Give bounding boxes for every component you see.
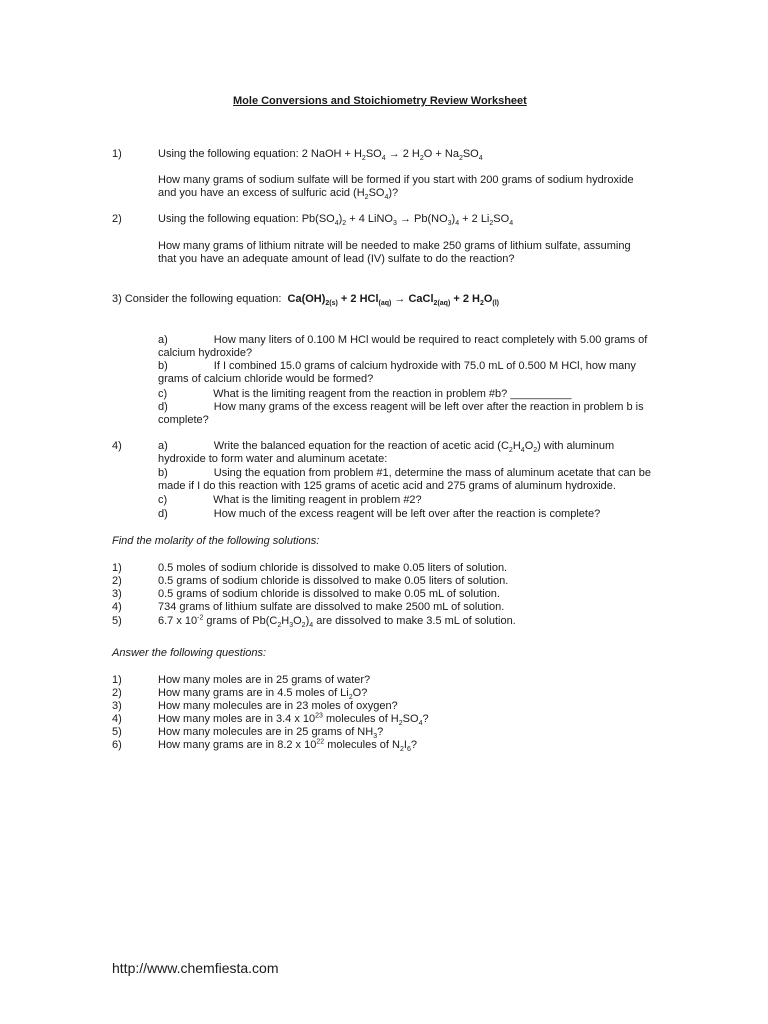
- molarity-item-4: 734 grams of lithium sulfate are dissolved to make 2500 mL of solution.: [158, 601, 505, 613]
- q1-question-line1: How many grams of sodium sulfate will be formed if you start with 200 grams of sodium hydroxide: [158, 174, 634, 186]
- q4-number: 4): [112, 440, 122, 452]
- q3a-line2: calcium hydroxide?: [158, 347, 253, 359]
- question-num-3: 3): [112, 700, 122, 712]
- q1-number: 1): [112, 148, 122, 160]
- q4d-line: d) How much of the excess reagent will be left over after the reaction is complete?: [158, 508, 601, 520]
- molarity-item-2: 0.5 grams of sodium chloride is dissolved to make 0.05 liters of solution.: [158, 575, 509, 587]
- q2-question-line2: that you have an adequate amount of lead (IV) sulfate to do the reaction?: [158, 253, 515, 265]
- question-item-3: How many molecules are in 23 moles of oxygen?: [158, 700, 398, 712]
- molarity-heading: Find the molarity of the following solutions:: [112, 535, 320, 547]
- molarity-num-4: 4): [112, 601, 122, 613]
- molarity-num-1: 1): [112, 562, 122, 574]
- q3b-line1: b) If I combined 15.0 grams of calcium hydroxide with 75.0 mL of 0.500 M HCl, how many: [158, 360, 636, 372]
- q4b-line2: made if I do this reaction with 125 grams of acetic acid and 275 grams of aluminum hydroxide.: [158, 480, 616, 492]
- q1-question-line2: and you have an excess of sulfuric acid $(H_2SO_4)$?: [158, 187, 399, 202]
- footer-url-link[interactable]: http://www.chemfiesta.com: [112, 960, 279, 976]
- question-item-4: How many moles are in 3.4 x $10^{23}$ molecules of $H_2SO_4$?: [158, 712, 429, 728]
- q4c-line: c) What is the limiting reagent in problem #2?: [158, 494, 422, 506]
- molarity-item-5: 6.7 x $10^{-2}$ grams of $Pb(C_2H_3O_2)_4$ are dissolved to make 3.5 mL of solution.: [158, 614, 516, 630]
- q3d-line1: d) How many grams of the excess reagent will be left over after the reaction in problem b is: [158, 401, 644, 413]
- q2-question-line1: How many grams of lithium nitrate will be needed to make 250 grams of lithium sulfate, assuming: [158, 240, 631, 252]
- q2-number: 2): [112, 213, 122, 225]
- q1-equation: Using the following equation: 2 NaOH + $H_2SO_4 \to 2$ $H_2O + Na_2SO_4$: [158, 148, 483, 163]
- q3d-line2: complete?: [158, 414, 209, 426]
- molarity-num-2: 2): [112, 575, 122, 587]
- q4a-line1: a) Write the balanced equation for the reaction of acetic acid $(C_2H_4O_2)$ with aluminum: [158, 440, 615, 455]
- question-num-5: 5): [112, 726, 122, 738]
- q3-intro: 3) Consider the following equation: $Ca(OH)_{2(s)} + 2$ HCl$_{(aq)}$ → CaCl$_{2(aq)}$ + 2 $H_2O_{(l)}$: [112, 293, 500, 308]
- question-num-6: 6): [112, 739, 122, 751]
- question-item-1: How many moles are in 25 grams of water?: [158, 674, 371, 686]
- question-item-2: How many grams are in 4.5 moles of $Li_2O$?: [158, 687, 368, 702]
- molarity-num-3: 3): [112, 588, 122, 600]
- question-item-5: How many molecules are in 25 grams of $NH_3$?: [158, 726, 384, 741]
- question-item-6: How many grams are in 8.2 x $10^{22}$ molecules of $N_2I_6$?: [158, 738, 417, 754]
- question-num-4: 4): [112, 713, 122, 725]
- question-num-2: 2): [112, 687, 122, 699]
- question-num-1: 1): [112, 674, 122, 686]
- q3a-line1: a) How many liters of 0.100 M HCl would be required to react completely with 5.00 grams of: [158, 334, 648, 346]
- molarity-item-1: 0.5 moles of sodium chloride is dissolved to make 0.05 liters of solution.: [158, 562, 508, 574]
- molarity-num-5: 5): [112, 615, 122, 627]
- questions-heading: Answer the following questions:: [112, 647, 267, 659]
- molarity-item-3: 0.5 grams of sodium chloride is dissolved to make 0.05 mL of solution.: [158, 588, 500, 600]
- q2-equation: Using the following equation: $Pb(SO_4)_2 + 4$ LiNO$_3$ → $Pb(NO_3)_4 + 2$ $Li_2SO_4$: [158, 213, 514, 228]
- q3c-line: c) What is the limiting reagent from the reaction in problem #b? __________: [158, 388, 572, 400]
- q3b-line2: grams of calcium chloride would be formed?: [158, 373, 374, 385]
- page-title: Mole Conversions and Stoichiometry Review Worksheet: [233, 95, 527, 107]
- q4a-line2: hydroxide to form water and aluminum acetate:: [158, 453, 388, 465]
- q4b-line1: b) Using the equation from problem #1, determine the mass of aluminum acetate that can be: [158, 467, 651, 479]
